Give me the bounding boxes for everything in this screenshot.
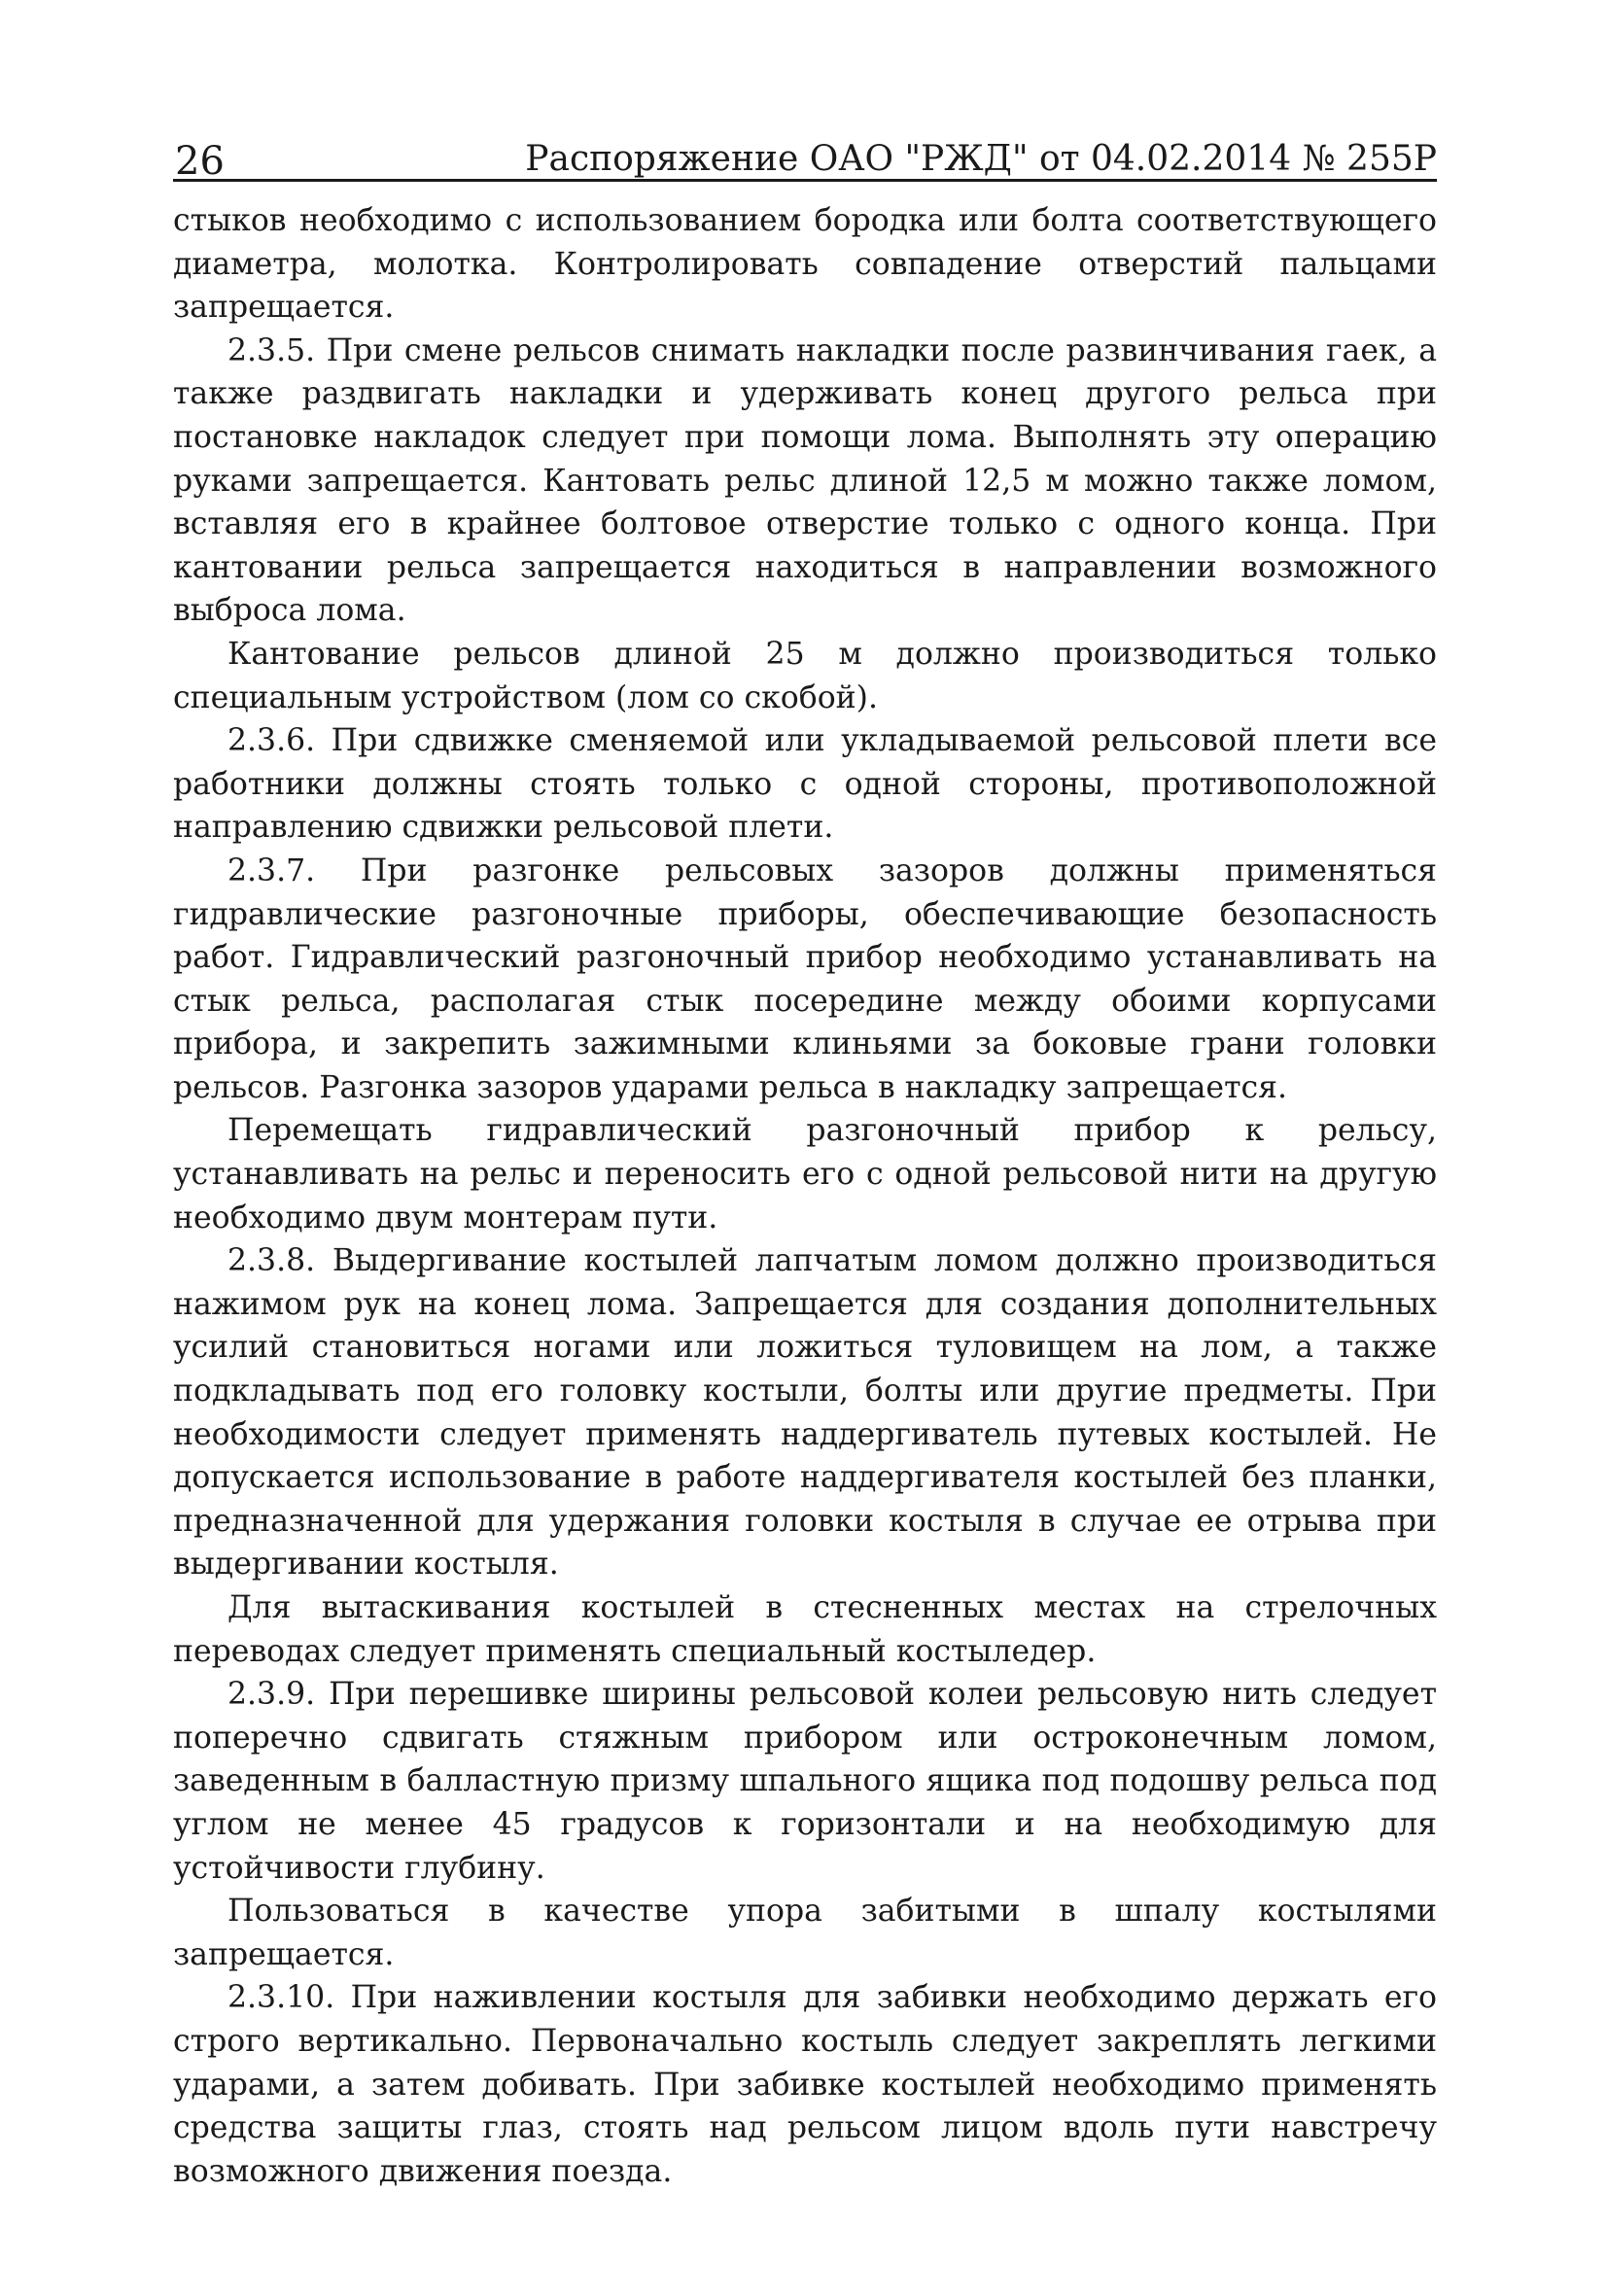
paragraph-2-3-6: 2.3.6. При сдвижке сменяемой или укладываемой рельсовой плети все работники должны стоять только с одной стороны, противоположной направлению сдвижки рельсовой плети. [173, 723, 1437, 846]
document-page [173, 124, 1437, 2193]
paragraph-rail-25m: Кантование рельсов длиной 25 м должно производиться только специальным устройством (лом со скобой). [173, 636, 1437, 715]
paragraph-hydraulic-device: Перемещать гидравлический разгоночный прибор к рельсу, устанавливать на рельс и переносить его с одной рельсовой нити на другую необходимо двум монтерам пути. [173, 1113, 1437, 1235]
paragraph-2-3-9: 2.3.9. При перешивке ширины рельсовой колеи рельсовую нить следует поперечно сдвигать стяжным прибором или остроконечным ломом, заведенным в балластную призму шпального ящика под подошву рельса под углом не менее 45 градусов к горизонтали и на необходимую для устойчивости глубину. [173, 1677, 1437, 1886]
running-title: Распоряжение ОАО "РЖД" от 04.02.2014 № 255Р [525, 139, 1437, 179]
paragraph-2-3-8: 2.3.8. Выдергивание костылей лапчатым ломом должно производиться нажимом рук на конец лома. Запрещается для создания дополнительных усилий становиться ногами или ложиться туловищем на лом, а также подкладывать под его головку костыли, болты или другие предметы. При необходимости следует применять наддергиватель путевых костылей. Не допускается использование в работе наддергивателя костылей без планки, предназначенной для удержания головки костыля в случае ее отрыва при выдергивании костыля. [173, 1243, 1437, 1583]
paragraph-2-3-7: 2.3.7. При разгонке рельсовых зазоров должны применяться гидравлические разгоночные приборы, обеспечивающие безопасность работ. Гидравлический разгоночный прибор необходимо устанавливать на стык рельса, располагая стык посередине между обоими корпусами прибора, и закрепить зажимными клиньями за боковые грани головки рельсов. Разгонка зазоров ударами рельса в накладку запрещается. [173, 852, 1437, 1105]
page-header [173, 124, 1437, 182]
body-text [173, 199, 1437, 2193]
paragraph-2-3-5: 2.3.5. При смене рельсов снимать накладки после развинчивания гаек, а также раздвигать накладки и удерживать конец другого рельса при постановке накладок следует при помощи лома. Выполнять эту операцию руками запрещается. Кантовать рельс длиной 12,5 м можно также ломом, вставляя его в крайнее болтовое отверстие только с одного конца. При кантовании рельса запрещается находиться в направлении возможного выброса лома. [173, 332, 1437, 629]
paragraph-2-3-10: 2.3.10. При наживлении костыля для забивки необходимо держать его строго вертикально. Первоначально костыль следует закреплять легкими ударами, а затем добивать. При забивке костылей необходимо применять средства защиты глаз, стоять над рельсом лицом вдоль пути навстречу возможного движения поезда. [173, 1980, 1437, 2189]
page-number: 26 [175, 139, 225, 184]
paragraph-switches: Для вытаскивания костылей в стесненных местах на стрелочных переводах следует применять специальный костыледер. [173, 1590, 1437, 1669]
paragraph-continuation: стыков необходимо с использованием бородка или болта соответствующего диаметра, молотка. Контролировать совпадение отверстий пальцами запрещается. [173, 203, 1437, 326]
paragraph-stop-spikes: Пользоваться в качестве упора забитыми в шпалу костылями запрещается. [173, 1894, 1437, 1972]
